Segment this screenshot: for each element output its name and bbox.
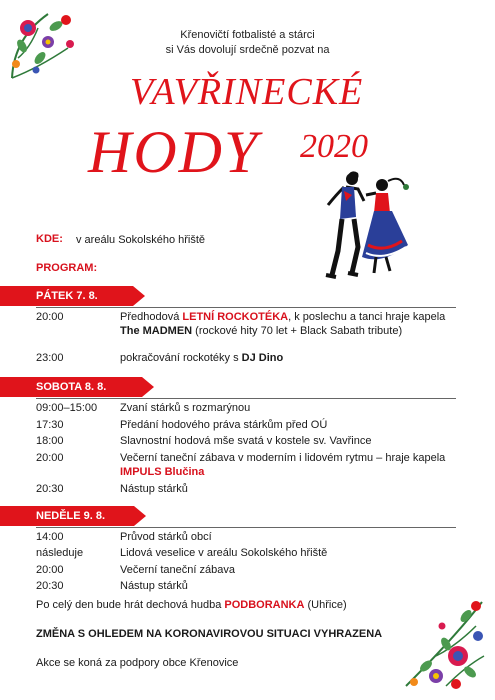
schedule-desc: Večerní taneční zábava: [120, 564, 235, 576]
divider: [36, 527, 456, 528]
divider: [36, 398, 456, 399]
schedule-desc: Zvaní stárků s rozmarýnou: [120, 402, 251, 414]
title-year: 2020: [300, 128, 368, 165]
schedule-desc: Večerní taneční zábava v moderním i lidovém rytmu – hraje kapela IMPULS Blučina: [120, 452, 446, 478]
day-bar-sunday: NEDĚLE 9. 8.: [0, 506, 134, 526]
schedule-time: 20:30: [36, 483, 64, 495]
divider: [36, 307, 456, 308]
schedule-desc: Nástup stárků: [120, 483, 188, 495]
schedule-time: 23:00: [36, 352, 64, 364]
schedule-desc: pokračování rockotéky s DJ Dino: [120, 352, 284, 364]
schedule-desc: Průvod stárků obcí: [120, 531, 212, 543]
folk-flower-ornament-bottom-right-icon: [396, 596, 488, 694]
intro-line-2: si Vás dovolují srdečně pozvat na: [165, 44, 330, 56]
schedule-desc: Předání hodového práva stárkům před OÚ: [120, 419, 328, 431]
schedule-desc: Lidová veselice v areálu Sokolského hřiště: [120, 547, 328, 559]
where-label: KDE:: [36, 233, 63, 245]
schedule-desc: Slavnostní hodová mše svatá v kostele sv. Vavřince: [120, 435, 372, 447]
schedule-time: 14:00: [36, 531, 64, 543]
day-bar-friday: PÁTEK 7. 8.: [0, 286, 133, 306]
day-bar-saturday: SOBOTA 8. 8.: [0, 377, 142, 397]
schedule-row: [36, 451, 456, 479]
support-line: Akce se koná za podpory obce Křenovice: [36, 657, 239, 669]
title-vavrinecke: VAVŘINECKÉ: [130, 71, 364, 113]
schedule-time: 20:00: [36, 564, 64, 576]
schedule-time: 20:00: [36, 311, 64, 323]
schedule-desc: Předhodová LETNÍ ROCKOTÉKA, k poslechu a tanci hraje kapela The MADMEN (rockové hity 70 let + Black Sabath tribute): [120, 311, 446, 337]
schedule-time: následuje: [36, 547, 84, 559]
intro-line-1: Křenovičtí fotbalisté a stárci: [180, 29, 315, 41]
title-hody: HODY: [88, 119, 260, 185]
notice: ZMĚNA S OHLEDEM NA KORONAVIROVOU SITUACI VYHRAZENA: [36, 628, 383, 640]
schedule-desc: Nástup stárků: [120, 580, 188, 592]
where-value: v areálu Sokolského hřiště: [76, 234, 206, 246]
schedule-time: 18:00: [36, 435, 64, 447]
schedule-time: 20:00: [36, 452, 64, 464]
schedule-time: 09:00–15:00: [36, 402, 98, 414]
dancing-couple-illustration-icon: [318, 165, 418, 283]
brass-band-line: Po celý den bude hrát dechová hudba PODBORANKA (Uhřice): [36, 599, 347, 611]
schedule-row: [36, 310, 456, 352]
schedule-time: 17:30: [36, 419, 64, 431]
schedule-time: 20:30: [36, 580, 64, 592]
program-label: PROGRAM:: [36, 262, 98, 274]
